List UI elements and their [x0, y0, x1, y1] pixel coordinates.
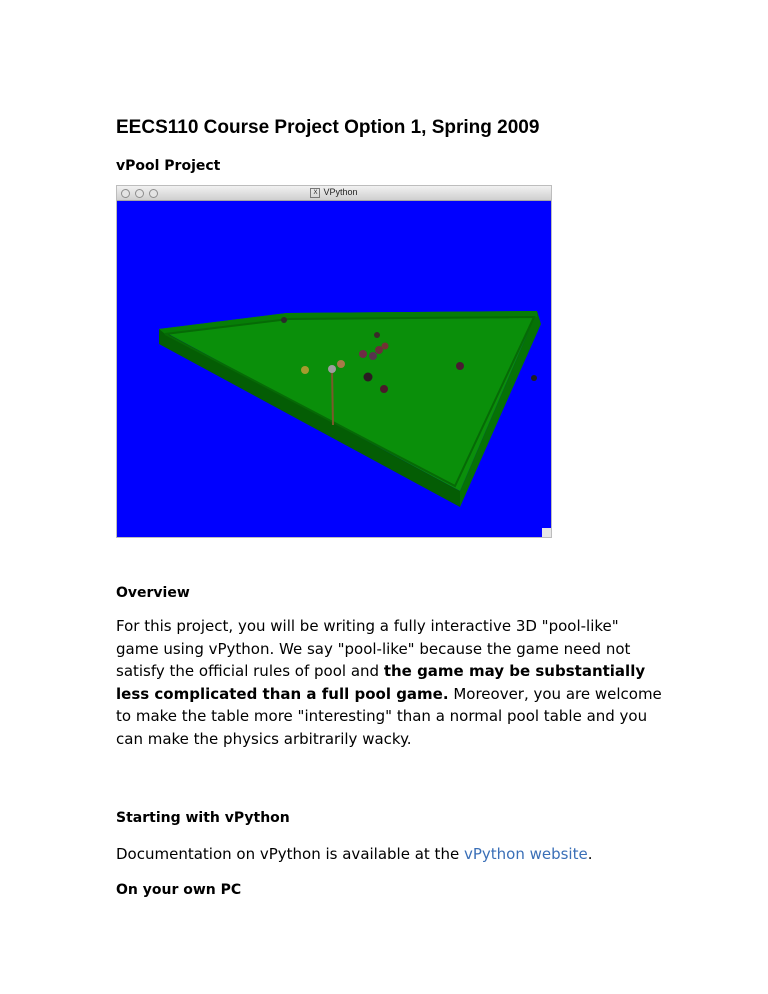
pool-ball: [301, 366, 309, 374]
x11-icon: X: [310, 188, 320, 198]
resize-handle-icon[interactable]: [542, 528, 551, 537]
pool-ball: [359, 350, 367, 358]
pool-ball: [456, 362, 464, 370]
pool-table-scene: [117, 201, 551, 537]
page-title: EECS110 Course Project Option 1, Spring 2009: [116, 117, 540, 138]
overview-bold-text: the game may be substantially less complicated than a full pool game.: [116, 662, 646, 703]
table-surface: [159, 311, 537, 491]
section-heading-own-pc: On your own PC: [116, 882, 242, 898]
pocket: [531, 375, 537, 381]
window-titlebar: [117, 186, 551, 201]
vpython-website-link[interactable]: vPython website: [463, 845, 588, 863]
pool-ball: [382, 343, 389, 350]
pool-ball: [364, 373, 373, 382]
vpython-window-screenshot: [116, 185, 552, 538]
pool-ball: [374, 332, 380, 338]
pool-ball: [380, 385, 388, 393]
cue-stick: [332, 369, 333, 425]
overview-paragraph: For this project, you will be writing a fully interactive 3D "pool-like" game using vPython. We say "pool-like" because the game need not satisfy the official rules of pool and the game may be substantially less complicated than a full pool game. Moreover, you are welcome to make the table more "interesting" than a normal pool table and you can make the physics arbitrarily wacky.: [116, 617, 662, 748]
pool-ball: [369, 352, 377, 360]
pool-ball: [328, 365, 336, 373]
section-heading-vpool: vPool Project: [116, 158, 221, 174]
documentation-paragraph: Documentation on vPython is available at the vPython website.: [116, 845, 593, 863]
window-title: X VPython: [117, 187, 551, 198]
pool-ball: [337, 360, 345, 368]
section-heading-overview: Overview: [116, 585, 190, 601]
section-heading-starting: Starting with vPython: [116, 810, 290, 826]
pocket: [281, 317, 287, 323]
